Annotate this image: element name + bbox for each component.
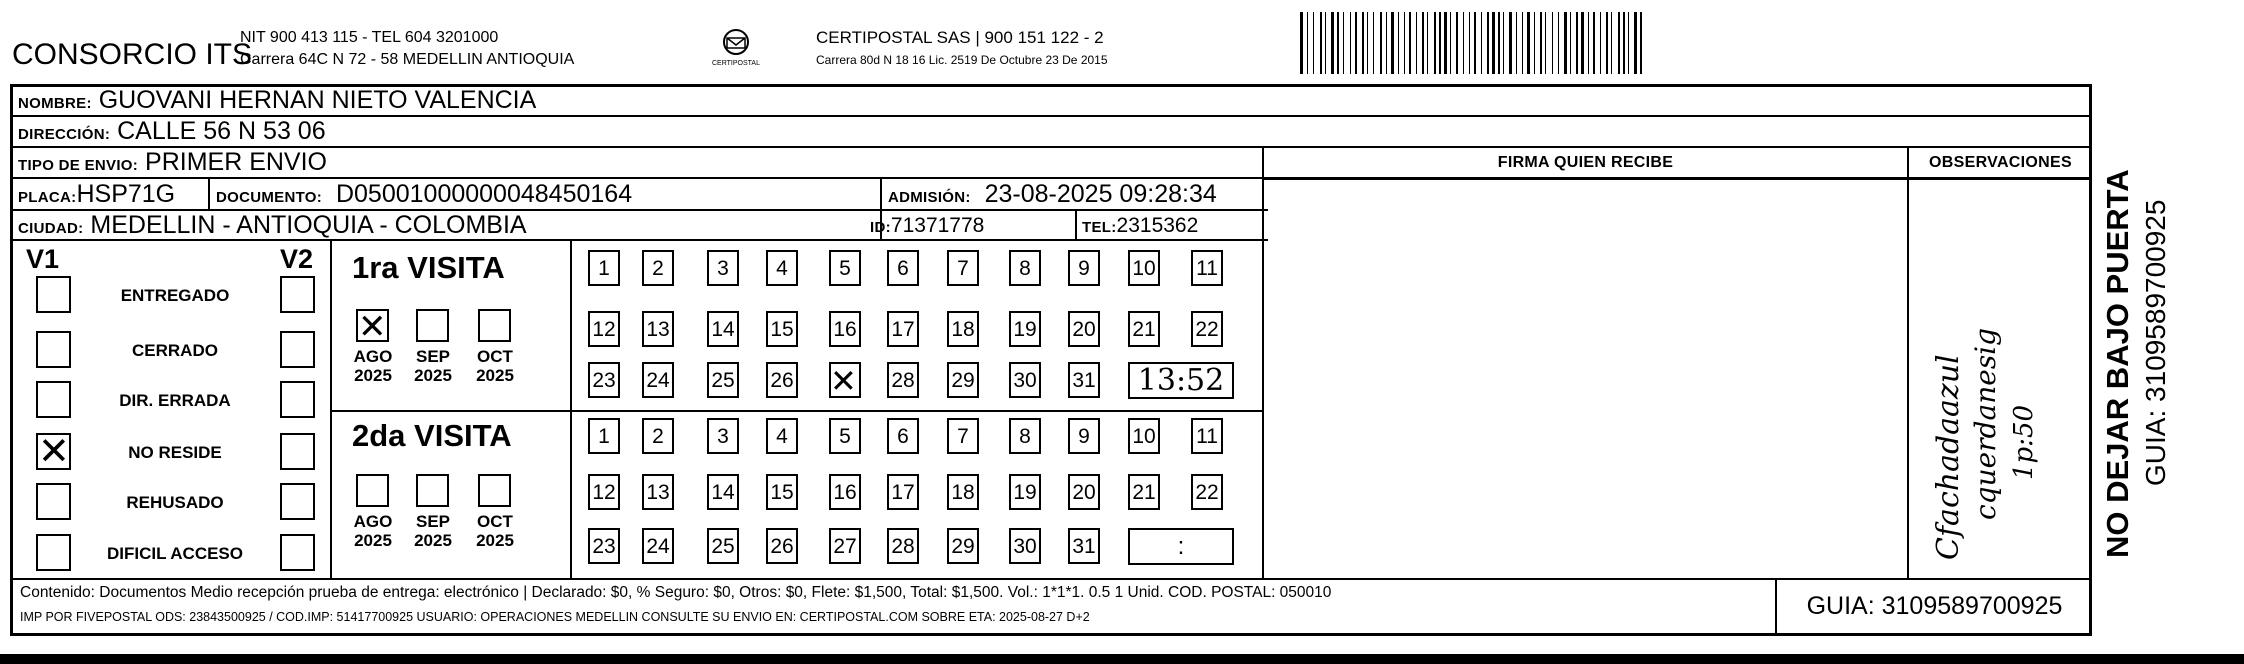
- day-box[interactable]: 22: [1191, 474, 1223, 510]
- barcode-bar: [1367, 12, 1368, 74]
- barcode-bar: [1501, 12, 1502, 74]
- barcode-bar: [1463, 12, 1464, 74]
- day-box[interactable]: 3: [707, 250, 739, 286]
- barcode-bar: [1335, 12, 1336, 74]
- month-year: 2025: [414, 366, 452, 385]
- second-visit-title: 2da VISITA: [352, 418, 512, 453]
- city-cell: [18, 211, 527, 243]
- barcode-bar: [1466, 12, 1468, 74]
- barcode-bar: [1537, 12, 1539, 74]
- day-box[interactable]: 2: [642, 250, 674, 286]
- barcode-bar: [1389, 12, 1390, 74]
- day-box[interactable]: 26: [766, 362, 798, 398]
- doc-label: DOCUMENTO:: [216, 189, 323, 206]
- barcode-bar: [1611, 12, 1612, 74]
- barcode-bar: [1346, 12, 1349, 74]
- status-label: DIR. ERRADA: [119, 391, 231, 410]
- barcode-bar: [1543, 12, 1544, 74]
- v1-checkbox-1[interactable]: [36, 276, 71, 313]
- barcode-bar: [1564, 12, 1567, 74]
- day-box[interactable]: 6: [887, 250, 919, 286]
- side-guia: GUIA: 3109589700925: [2140, 199, 2171, 486]
- v2-checkbox-6[interactable]: [280, 534, 315, 571]
- month-name: OCT: [477, 512, 513, 531]
- barcode-bar: [1503, 12, 1504, 74]
- day-box[interactable]: 13: [642, 474, 674, 510]
- month-label: [470, 512, 520, 550]
- day-box[interactable]: 10: [1128, 250, 1160, 286]
- day-box[interactable]: 29: [947, 362, 979, 398]
- status-label: REHUSADO: [126, 493, 224, 512]
- day-box[interactable]: 8: [1009, 250, 1041, 286]
- v1-checkbox-3[interactable]: [36, 381, 71, 418]
- barcode-bar: [1614, 12, 1617, 74]
- day-box[interactable]: 15: [766, 311, 798, 347]
- recipient-name: GUOVANI HERNAN NIETO VALENCIA: [98, 86, 537, 114]
- barcode-bar: [1328, 12, 1330, 74]
- month-checkbox-oct[interactable]: [478, 309, 511, 342]
- barcode-bar: [1585, 12, 1587, 74]
- month-year: 2025: [354, 531, 392, 550]
- observations-header: OBSERVACIONES: [1929, 154, 2072, 171]
- day-box[interactable]: 16: [829, 474, 861, 510]
- month-year: 2025: [414, 531, 452, 550]
- barcode-bar: [1477, 12, 1480, 74]
- barcode-bar: [1534, 12, 1535, 74]
- signature-header: FIRMA QUIEN RECIBE: [1497, 154, 1674, 171]
- barcode-bar: [1358, 12, 1361, 74]
- day-box[interactable]: 9: [1068, 250, 1100, 286]
- day-box[interactable]: 31: [1068, 528, 1100, 564]
- day-box[interactable]: 26: [766, 528, 798, 564]
- barcode-bar: [1516, 12, 1517, 74]
- day-box[interactable]: 22: [1191, 311, 1223, 347]
- barcode-bar: [1552, 12, 1553, 74]
- day-box[interactable]: 5: [829, 418, 861, 454]
- barcode-bar: [1545, 12, 1546, 74]
- company-nit: NIT 900 413 115 - TEL 604 3201000: [240, 29, 499, 46]
- v2-checkbox-2[interactable]: [280, 331, 315, 368]
- month-label: [348, 512, 398, 550]
- barcode-bar: [1434, 12, 1436, 74]
- month-label: [470, 347, 520, 385]
- day-box[interactable]: 25: [707, 362, 739, 398]
- barcode-bar: [1531, 12, 1533, 74]
- address-row: [18, 117, 326, 149]
- barcode-bar: [1427, 12, 1428, 74]
- footer-guia: GUIA: 3109589700925: [1806, 592, 2063, 620]
- v1-checkbox-5[interactable]: [36, 483, 71, 520]
- certipostal-logo: [706, 26, 766, 74]
- barcode-bar: [1606, 12, 1608, 74]
- barcode-bar: [1401, 12, 1403, 74]
- barcode-bar: [1509, 12, 1512, 74]
- day-box[interactable]: 7: [947, 418, 979, 454]
- month-checkbox-sep[interactable]: [416, 309, 449, 342]
- day-box[interactable]: 24: [642, 362, 674, 398]
- tel-cell: [1082, 212, 1198, 242]
- day-box[interactable]: 21: [1128, 311, 1160, 347]
- check-x-icon: ✕: [358, 307, 387, 347]
- day-box[interactable]: 14: [707, 474, 739, 510]
- barcode-bar: [1484, 12, 1486, 74]
- barcode-bar: [1474, 12, 1476, 74]
- barcode-bar: [1419, 12, 1421, 74]
- barcode-bar: [1579, 12, 1580, 74]
- barcode-bar: [1373, 12, 1374, 74]
- barcode-bar: [1340, 12, 1342, 74]
- day-box[interactable]: 2: [642, 418, 674, 454]
- status-label: NO RESIDE: [128, 443, 222, 462]
- barcode-bar: [1600, 12, 1601, 74]
- barcode-bar: [1525, 12, 1526, 74]
- company-address: Carrera 64C N 72 - 58 MEDELLIN ANTIOQUIA: [240, 51, 575, 68]
- id-cell: [870, 212, 984, 242]
- barcode-bar: [1391, 12, 1394, 74]
- barcode-bar: [1404, 12, 1405, 74]
- footer-line-1: Contenido: Documentos Medio recepción prueba de entrega: electrónico | Declarado: $0, % Seguro: $0, Otros: $0, Flete: $1,500, Total: $1,500. Vol.: 1*1*1. 0.5 1 Unid. COD. POSTAL: 050010: [20, 584, 1332, 601]
- type-row: [18, 148, 327, 180]
- day-box[interactable]: 21: [1128, 474, 1160, 510]
- barcode-bar: [1331, 12, 1334, 74]
- day-box[interactable]: 23: [588, 528, 620, 564]
- month-checkbox-ago[interactable]: [356, 307, 389, 347]
- barcode-bar: [1407, 12, 1408, 74]
- day-box[interactable]: 3: [707, 418, 739, 454]
- barcode-bar: [1618, 12, 1620, 74]
- month-checkbox-ago[interactable]: [356, 474, 389, 507]
- day-box[interactable]: 28: [887, 362, 919, 398]
- barcode-bar: [1522, 12, 1523, 74]
- tel-value: 2315362: [1116, 214, 1199, 237]
- day-box[interactable]: 12: [588, 311, 620, 347]
- day-box[interactable]: 20: [1068, 311, 1100, 347]
- day-box[interactable]: 31: [1068, 362, 1100, 398]
- barcode-bar: [1490, 12, 1491, 74]
- day-box[interactable]: 17: [887, 474, 919, 510]
- day-box[interactable]: 30: [1009, 528, 1041, 564]
- month-name: SEP: [415, 347, 451, 366]
- barcode-bar: [1355, 12, 1357, 74]
- carrier-license: Carrera 80d N 18 16 Lic. 2519 De Octubre 23 De 2015: [816, 53, 1108, 67]
- barcode-bar: [1444, 12, 1447, 74]
- barcode-bar: [1337, 12, 1339, 74]
- day-box[interactable]: 4: [766, 418, 798, 454]
- barcode-bar: [1634, 12, 1637, 74]
- month-year: 2025: [354, 366, 392, 385]
- barcode-bar: [1430, 12, 1433, 74]
- barcode-bar: [1472, 12, 1473, 74]
- check-x-icon: ✕: [38, 429, 70, 473]
- barcode-bar: [1519, 12, 1521, 74]
- handwritten-line-2: cquerdanesig: [1969, 327, 2002, 520]
- barcode-bar: [1350, 12, 1351, 74]
- v1-header: V1: [26, 244, 60, 274]
- barcode-bar: [1555, 12, 1557, 74]
- barcode-bar: [1609, 12, 1610, 74]
- bottom-bar: [0, 654, 2244, 664]
- barcode-bar: [1323, 12, 1324, 74]
- barcode-bar: [1581, 12, 1584, 74]
- id-value: 71371778: [890, 214, 985, 237]
- v2-checkbox-1[interactable]: [280, 276, 315, 313]
- barcode-bar: [1416, 12, 1417, 74]
- barcode-bar: [1558, 12, 1559, 74]
- barcode-bar: [1456, 12, 1458, 74]
- barcode-bar: [1548, 12, 1551, 74]
- barcode-bar: [1621, 12, 1622, 74]
- barcode-bar: [1640, 12, 1642, 74]
- footer-line-2: IMP POR FIVEPOSTAL ODS: 23843500925 / COD.IMP: 51417700925 USUARIO: OPERACIONES MEDELLIN CONSULTE SU ENVIO EN: CERTIPOSTAL.COM SOBRE ETA: 2025-08-27 D+2: [20, 610, 1090, 624]
- barcode-bar: [1316, 12, 1319, 74]
- day-box[interactable]: 6: [887, 418, 919, 454]
- city-label: CIUDAD:: [18, 220, 84, 237]
- barcode-bar: [1412, 12, 1415, 74]
- barcode-bar: [1453, 12, 1455, 74]
- v2-header: V2: [280, 244, 314, 274]
- barcode-bar: [1395, 12, 1397, 74]
- barcode-bar: [1570, 12, 1571, 74]
- barcode-bar: [1307, 12, 1308, 74]
- barcode-bar: [1398, 12, 1399, 74]
- day-box[interactable]: 18: [947, 311, 979, 347]
- barcode-bar: [1353, 12, 1354, 74]
- barcode-bar: [1603, 12, 1605, 74]
- v1-checkbox-2[interactable]: [36, 331, 71, 368]
- recipient-address: CALLE 56 N 53 06: [117, 117, 326, 145]
- barcode-bar: [1573, 12, 1575, 74]
- month-name: AGO: [353, 347, 393, 366]
- day-box[interactable]: 7: [947, 250, 979, 286]
- shipment-type: PRIMER ENVIO: [145, 148, 327, 176]
- month-checkbox-sep[interactable]: [416, 474, 449, 507]
- barcode-bar: [1437, 12, 1438, 74]
- day-box[interactable]: 11: [1191, 250, 1223, 286]
- barcode-bar: [1370, 12, 1372, 74]
- month-year: 2025: [476, 531, 514, 550]
- logo-text: CERTIPOSTAL: [712, 60, 760, 67]
- month-label: [408, 347, 458, 385]
- barcode-bar: [1623, 12, 1625, 74]
- barcode-bar: [1448, 12, 1449, 74]
- day-box-marked[interactable]: [829, 362, 861, 398]
- day-box[interactable]: 25: [707, 528, 739, 564]
- name-label: NOMBRE:: [18, 95, 92, 112]
- admission-value: 23-08-2025 09:28:34: [984, 180, 1217, 208]
- barcode-bar: [1439, 12, 1441, 74]
- barcode-bar: [1320, 12, 1322, 74]
- status-label: DIFICIL ACCESO: [106, 544, 243, 563]
- type-label: TIPO DE ENVIO:: [18, 157, 139, 174]
- day-box[interactable]: 28: [887, 528, 919, 564]
- barcode-bar: [1459, 12, 1462, 74]
- first-visit-title: 1ra VISITA: [352, 250, 505, 285]
- barcode-bar: [1540, 12, 1542, 74]
- v2-checkbox-4[interactable]: [280, 433, 315, 470]
- day-box[interactable]: 13: [642, 311, 674, 347]
- barcode-bar: [1568, 12, 1569, 74]
- barcode-bar: [1310, 12, 1312, 74]
- day-box[interactable]: 19: [1009, 311, 1041, 347]
- month-year: 2025: [476, 366, 514, 385]
- v1-checkbox-4[interactable]: [36, 429, 71, 473]
- company-name: CONSORCIO ITS: [12, 38, 253, 71]
- day-box[interactable]: 10: [1128, 418, 1160, 454]
- barcode-bar: [1450, 12, 1451, 74]
- barcode-bar: [1313, 12, 1314, 74]
- id-label: ID:: [870, 219, 891, 236]
- barcode-bar: [1576, 12, 1578, 74]
- barcode-bar: [1304, 12, 1306, 74]
- barcode-bar: [1638, 12, 1639, 74]
- barcode-bar: [1422, 12, 1424, 74]
- day-box[interactable]: 20: [1068, 474, 1100, 510]
- city-value: MEDELLIN - ANTIOQUIA - COLOMBIA: [90, 211, 527, 239]
- tel-label: TEL:: [1082, 219, 1117, 236]
- barcode-bar: [1383, 12, 1385, 74]
- plate-cell: [18, 180, 175, 212]
- barcode-bar: [1386, 12, 1387, 74]
- barcode-bar: [1561, 12, 1563, 74]
- admission-cell: [888, 180, 1217, 212]
- day-box[interactable]: 1: [588, 418, 620, 454]
- side-notice: NO DEJAR BAJO PUERTA: [2100, 169, 2135, 558]
- day-box[interactable]: 5: [829, 250, 861, 286]
- barcode-bar: [1631, 12, 1633, 74]
- visit-time-second[interactable]: :: [1128, 528, 1234, 565]
- day-box[interactable]: 27: [829, 528, 861, 564]
- barcode-bar: [1362, 12, 1364, 74]
- barcode-bar: [1380, 12, 1382, 74]
- day-box[interactable]: 8: [1009, 418, 1041, 454]
- status-label: ENTREGADO: [120, 286, 230, 305]
- visit-time-first[interactable]: 13:52: [1128, 362, 1234, 399]
- day-box[interactable]: 12: [588, 474, 620, 510]
- barcode-bar: [1626, 12, 1627, 74]
- barcode-bar: [1481, 12, 1482, 74]
- day-box[interactable]: 16: [829, 311, 861, 347]
- day-box[interactable]: 9: [1068, 418, 1100, 454]
- barcode-bar: [1591, 12, 1592, 74]
- day-box[interactable]: 15: [766, 474, 798, 510]
- barcode: [1300, 12, 1643, 74]
- doc-value: D05001000000048450164: [335, 180, 633, 208]
- status-label: CERRADO: [132, 341, 218, 360]
- day-box[interactable]: 23: [588, 362, 620, 398]
- barcode-bar: [1469, 12, 1470, 74]
- day-box[interactable]: 29: [947, 528, 979, 564]
- v2-checkbox-5[interactable]: [280, 483, 315, 520]
- carrier-name: CERTIPOSTAL SAS | 900 151 122 - 2: [816, 28, 1104, 47]
- barcode-bar: [1365, 12, 1366, 74]
- barcode-bar: [1409, 12, 1411, 74]
- name-row: [18, 86, 536, 118]
- month-checkbox-oct[interactable]: [478, 474, 511, 507]
- barcode-bar: [1376, 12, 1379, 74]
- month-label: [408, 512, 458, 550]
- barcode-bar: [1593, 12, 1595, 74]
- barcode-bar: [1513, 12, 1515, 74]
- day-box[interactable]: 17: [887, 311, 919, 347]
- barcode-bar: [1527, 12, 1530, 74]
- plate-value: HSP71G: [76, 180, 176, 208]
- day-box[interactable]: 11: [1191, 418, 1223, 454]
- month-name: SEP: [415, 512, 451, 531]
- barcode-bar: [1492, 12, 1495, 74]
- barcode-bar: [1498, 12, 1500, 74]
- check-x-icon: ✕: [830, 362, 857, 400]
- month-name: OCT: [477, 347, 513, 366]
- month-name: AGO: [353, 512, 393, 531]
- day-box[interactable]: 30: [1009, 362, 1041, 398]
- v2-checkbox-3[interactable]: [280, 381, 315, 418]
- doc-cell: [216, 180, 632, 212]
- barcode-bar: [1325, 12, 1326, 74]
- barcode-bar: [1628, 12, 1629, 74]
- barcode-bar: [1442, 12, 1443, 74]
- handwritten-line-1: Cfachadaazul: [1931, 354, 1966, 560]
- day-box[interactable]: 18: [947, 474, 979, 510]
- handwritten-line-3: 1p:50: [2009, 404, 2039, 480]
- barcode-bar: [1425, 12, 1426, 74]
- v1-checkbox-6[interactable]: [36, 534, 71, 571]
- plate-label: PLACA:: [18, 189, 77, 206]
- day-box[interactable]: 19: [1009, 474, 1041, 510]
- address-label: DIRECCIÓN:: [18, 126, 111, 143]
- barcode-bar: [1496, 12, 1497, 74]
- day-box[interactable]: 14: [707, 311, 739, 347]
- signature-area: [1264, 180, 1907, 578]
- barcode-bar: [1487, 12, 1489, 74]
- observations-area: [1909, 180, 2092, 578]
- barcode-bar: [1506, 12, 1508, 74]
- barcode-bar: [1343, 12, 1344, 74]
- barcode-bar: [1596, 12, 1599, 74]
- day-box[interactable]: 4: [766, 250, 798, 286]
- admission-label: ADMISIÓN:: [888, 189, 971, 206]
- month-label: [348, 347, 398, 385]
- barcode-bar: [1588, 12, 1589, 74]
- day-box[interactable]: 1: [588, 250, 620, 286]
- barcode-bar: [1300, 12, 1303, 74]
- day-box[interactable]: 24: [642, 528, 674, 564]
